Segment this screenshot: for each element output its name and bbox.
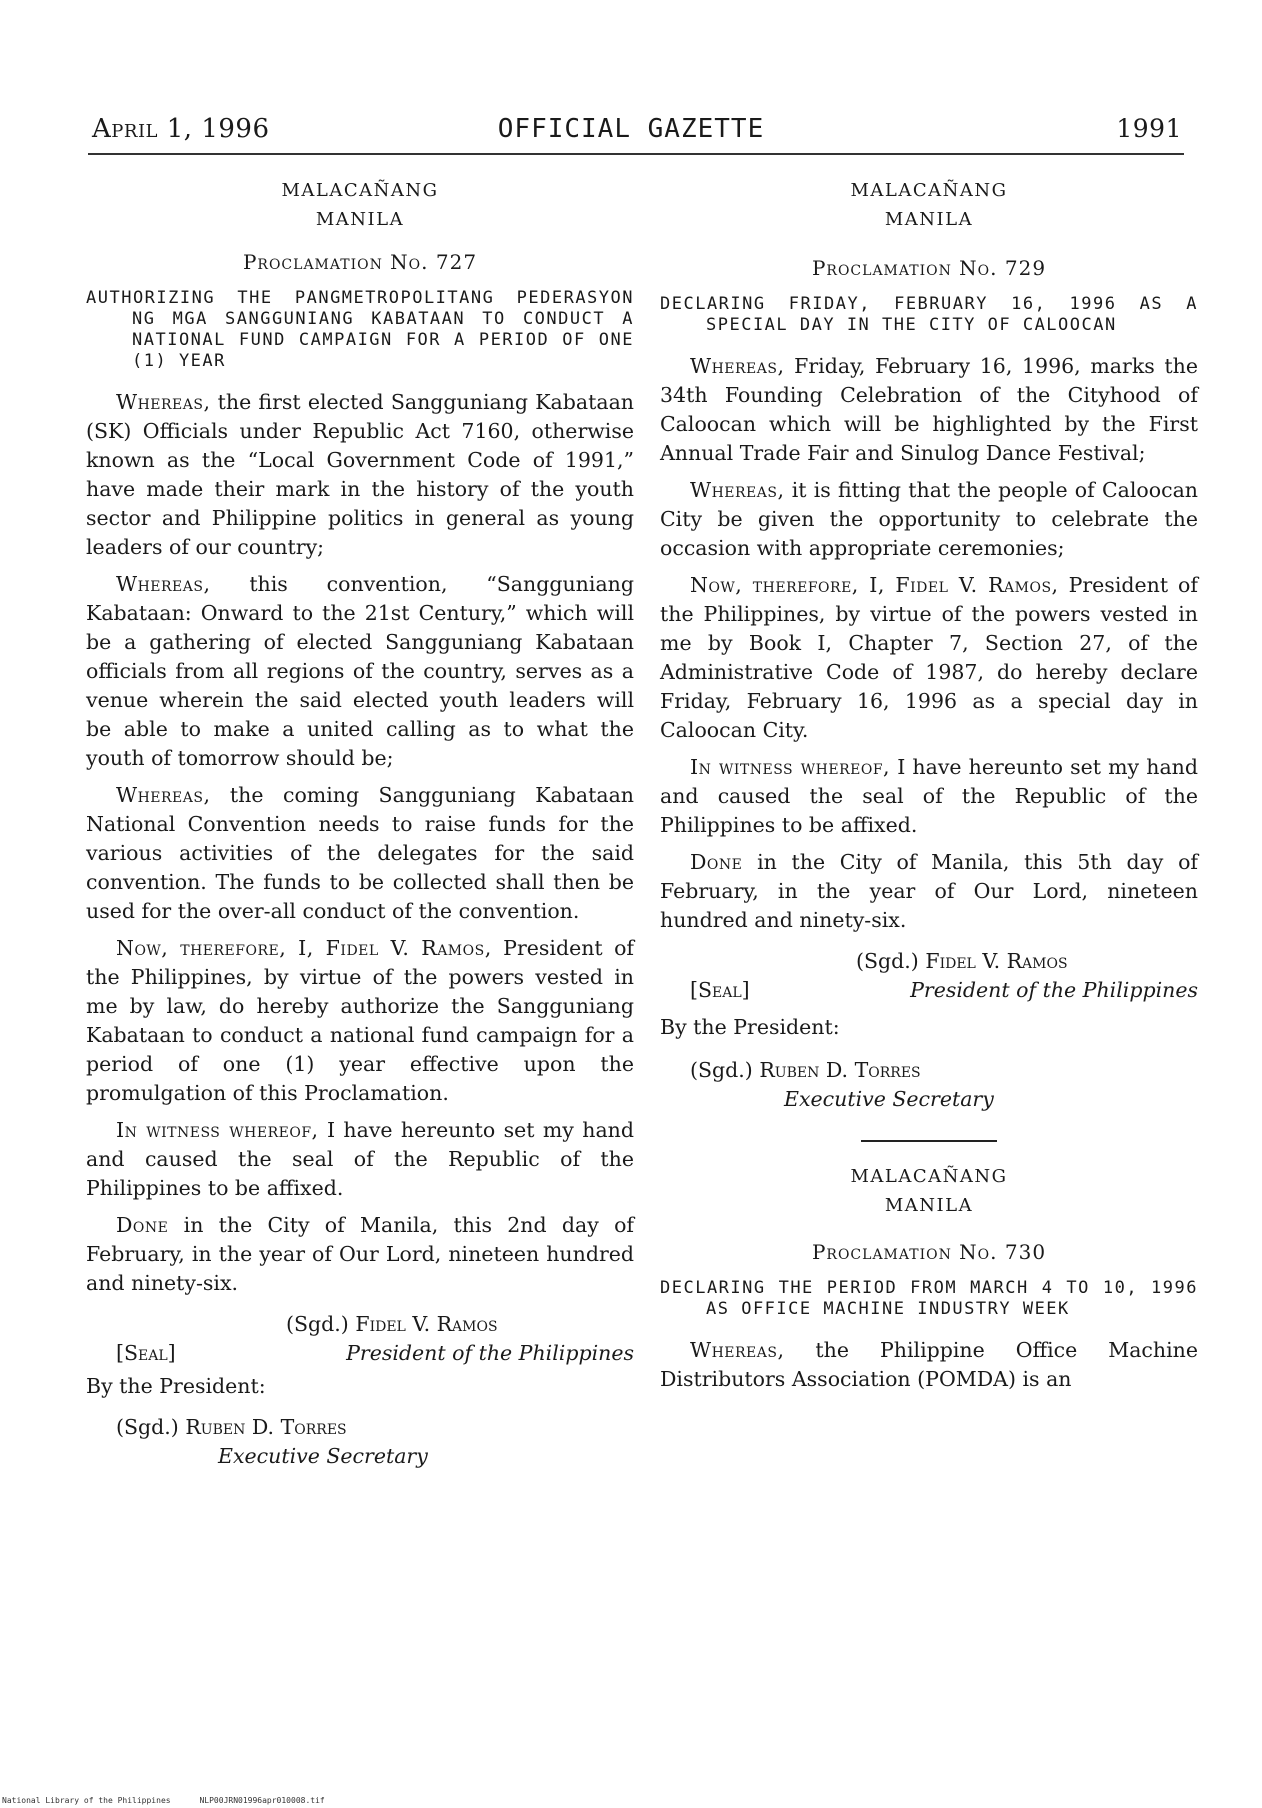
paragraph-text: the first elected Sangguniang Kabataan (SK) Officials under Republic Act 7160, otherwise known as the “Local Government Code of 1991,” have made their mark in the history of the youth sector and Philippine politics in general as young leaders of our country; <box>86 390 634 559</box>
paragraph-text: President of the Philippines, by virtue of the powers vested in me by Book I, Chapter 7, Section 27, of the Administrative Code of 1987, do hereby declare Friday, February 16, 1996 as a special day in Caloocan City. <box>660 573 1198 742</box>
secretary-name: Ruben D. Torres <box>185 1415 347 1439</box>
paragraph-lead: Done <box>116 1213 169 1237</box>
paragraph-text: in the City of Manila, this 2nd day of February, in the year of Our Lord, nineteen hundred and ninety-six. <box>86 1213 634 1295</box>
signatory-role: President of the Philippines <box>910 978 1198 1002</box>
by-the-president: By the President: <box>86 1374 266 1398</box>
paragraph-text: the Philippine Office Machine Distributors Association (POMDA) is an <box>660 1338 1198 1391</box>
paragraph-lead: Now, therefore, I, Fidel V. Ramos, <box>690 573 1059 597</box>
seal-label: [Seal] <box>116 1341 176 1365</box>
paragraph-text: I have hereunto set my hand and caused the seal of the Republic of the Philippines to be affixed. <box>660 755 1198 837</box>
paragraph-lead: Done <box>690 850 743 874</box>
header-date: April 1, 1996 <box>92 114 270 144</box>
paragraph <box>660 753 1198 840</box>
paragraph-lead: Whereas, <box>690 1338 785 1362</box>
paragraph-text: I have hereunto set my hand and caused the seal of the Republic of the Philippines to be affixed. <box>86 1118 634 1200</box>
paragraph-lead: In witness whereof, <box>690 755 891 779</box>
header-title: OFFICIAL GAZETTE <box>497 114 765 144</box>
page-number: 1991 <box>1116 114 1182 143</box>
paragraph-text: this convention, “Sangguniang Kabataan: Onward to the 21st Century,” which will be a gathering of elected Sangguniang Kabataan officials from all regions of the country, serves as a venue wherein the said elected youth leaders will be able to make a united calling as to what the youth of tomorrow should be; <box>86 572 634 770</box>
signatory-name: Fidel V. Ramos <box>925 949 1068 973</box>
proclamation-title: DECLARING THE PERIOD FROM MARCH 4 TO 10, 1996 AS OFFICE MACHINE INDUSTRY WEEK <box>660 1278 1198 1319</box>
signatory-role: President of the Philippines <box>346 1341 634 1365</box>
paragraph-text: in the City of Manila, this 5th day of February, in the year of Our Lord, nineteen hundred and ninety-six. <box>660 850 1198 932</box>
footer-source: National Library of the Philippines <box>2 1796 171 1805</box>
proclamation-title: AUTHORIZING THE PANGMETROPOLITANG PEDERASYON NG MGA SANGGUNIANG KABATAAN TO CONDUCT A NATIONAL FUND CAMPAIGN FOR A PERIOD OF ONE (1) YEAR <box>86 288 634 371</box>
paragraph <box>660 848 1198 935</box>
paragraph-lead: Whereas, <box>116 783 211 807</box>
scan-footer <box>2 1796 325 1805</box>
paragraph <box>86 1211 634 1298</box>
signatory-name: Fidel V. Ramos <box>355 1312 498 1336</box>
header-rule <box>88 153 1184 155</box>
proclamation-number: Proclamation No. 729 <box>811 256 1047 280</box>
secretary-role: Executive Secretary <box>218 1444 428 1468</box>
left-column <box>86 176 634 1471</box>
proclamation-number: Proclamation No. 730 <box>811 1240 1047 1264</box>
office-heading: MALACAÑANG <box>281 180 439 201</box>
signature-line <box>86 1310 634 1339</box>
paragraph-text: the coming Sangguniang Kabataan National Convention needs to raise funds for the various activities of the delegates for the said convention. The funds to be collected shall then be used for the over-all conduct of the convention. <box>86 783 634 923</box>
sgd-label: (Sgd.) <box>286 1312 349 1336</box>
city-heading: MANILA <box>884 1195 974 1216</box>
paragraph-text: President of the Philippines, by virtue of the powers vested in me by law, do hereby authorize the Sangguniang Kabataan to conduct a national fund campaign for a period of one (1) year effective upon the promulgation of this Proclamation. <box>86 936 634 1105</box>
paragraph <box>86 570 634 773</box>
paragraph-lead: Whereas, <box>690 478 785 502</box>
city-heading: MANILA <box>315 209 405 230</box>
seal-label: [Seal] <box>690 978 750 1002</box>
right-column <box>660 176 1198 1402</box>
paragraph <box>86 388 634 562</box>
secretary-name: Ruben D. Torres <box>759 1058 921 1082</box>
paragraph-lead: Whereas, <box>116 572 211 596</box>
paragraph <box>86 934 634 1108</box>
sgd-label: (Sgd.) <box>690 1058 753 1082</box>
city-heading: MANILA <box>884 209 974 230</box>
office-heading: MALACAÑANG <box>850 1166 1008 1187</box>
sgd-label: (Sgd.) <box>856 949 919 973</box>
signature-line <box>660 947 1198 976</box>
sgd-label: (Sgd.) <box>116 1415 179 1439</box>
secretary-line <box>660 1056 1198 1085</box>
footer-file: NLP00JRN01996apr010008.tif <box>199 1796 325 1805</box>
section-divider <box>861 1140 997 1142</box>
paragraph-lead: In witness whereof, <box>116 1118 319 1142</box>
paragraph-text: Friday, February 16, 1996, marks the 34th Founding Celebration of the Cityhood of Caloocan which will be highlighted by the First Annual Trade Fair and Sinulog Dance Festival; <box>660 354 1198 465</box>
secretary-line <box>86 1413 634 1442</box>
by-the-president: By the President: <box>660 1015 840 1039</box>
secretary-role: Executive Secretary <box>784 1087 994 1111</box>
paragraph <box>660 476 1198 563</box>
seal-line <box>86 1339 634 1368</box>
paragraph-lead: Whereas, <box>116 390 211 414</box>
paragraph <box>86 781 634 926</box>
office-heading: MALACAÑANG <box>850 180 1008 201</box>
seal-line <box>660 976 1198 1005</box>
paragraph <box>660 352 1198 468</box>
paragraph <box>660 571 1198 745</box>
proclamation-number: Proclamation No. 727 <box>242 250 478 274</box>
proclamation-title: DECLARING FRIDAY, FEBRUARY 16, 1996 AS A SPECIAL DAY IN THE CITY OF CALOOCAN <box>660 294 1198 335</box>
paragraph-lead: Now, therefore, I, Fidel V. Ramos, <box>116 936 492 960</box>
paragraph <box>660 1336 1198 1394</box>
paragraph <box>86 1116 634 1203</box>
paragraph-text: it is fitting that the people of Caloocan City be given the opportunity to celebrate the occasion with appropriate ceremonies; <box>660 478 1198 560</box>
paragraph-lead: Whereas, <box>690 354 785 378</box>
